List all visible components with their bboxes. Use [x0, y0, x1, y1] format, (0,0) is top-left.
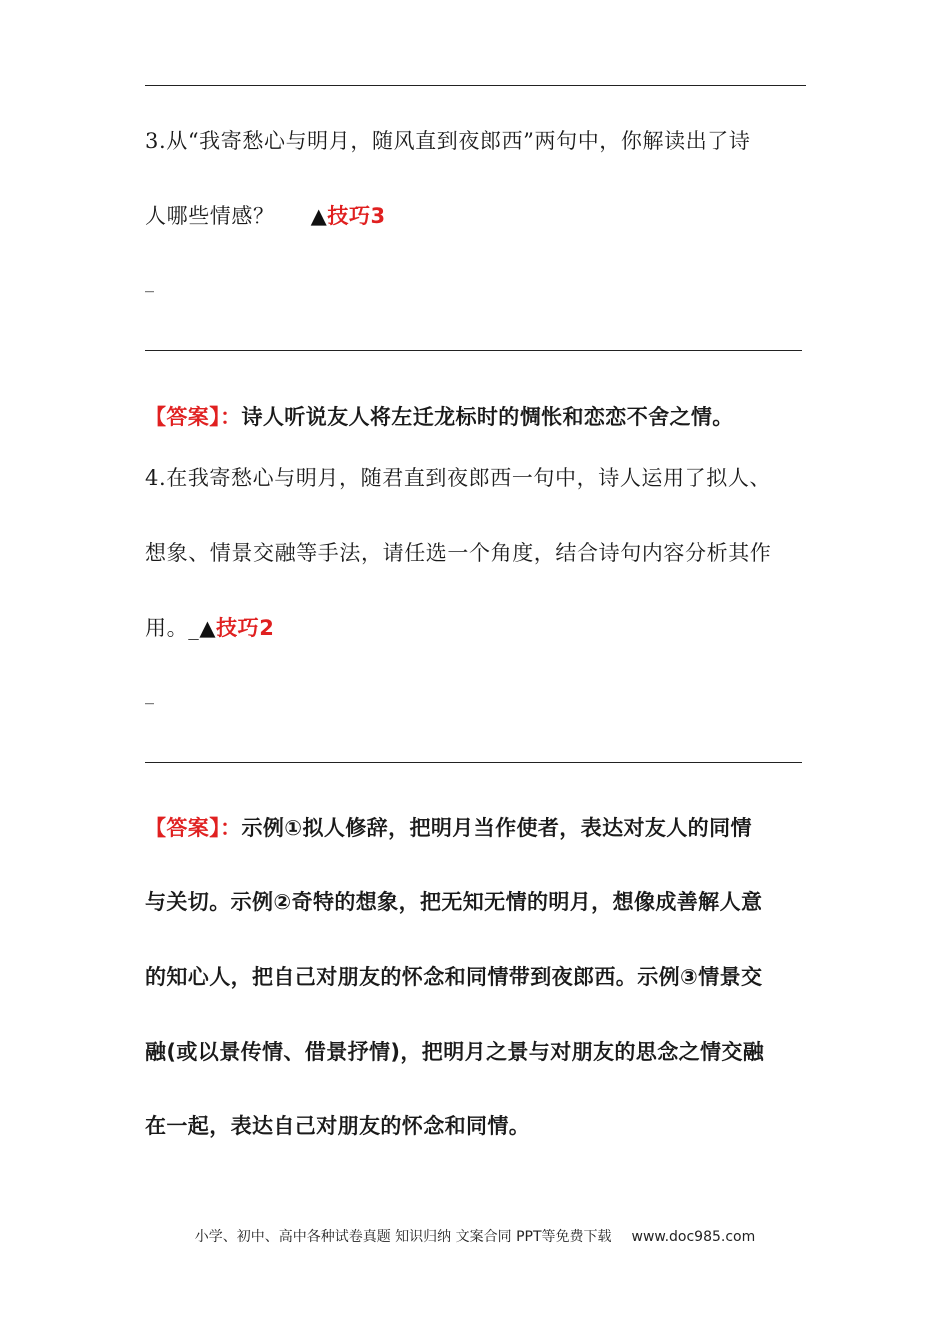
- answer-4-line-1: [145, 813, 752, 843]
- triangle-icon: ▲: [199, 616, 217, 640]
- footer-website[interactable]: www.doc985.com: [631, 1229, 756, 1245]
- question-3-line-2: [145, 201, 386, 231]
- question-4-tip: 技巧2: [216, 616, 275, 640]
- question-3-text: 人哪些情感？: [145, 204, 275, 228]
- answer-4-line-4: 融(或以景传情、借景抒情)，把明月之景与对朋友的思念之情交融: [145, 1040, 765, 1064]
- question-3-line-1: 3.从“我寄愁心与明月，随风直到夜郎西”两句中，你解读出了诗: [145, 129, 751, 153]
- answer-4-line-3: 的知心人，把自己对朋友的怀念和同情带到夜郎西。示例③情景交: [145, 965, 763, 989]
- answer-line-3: [145, 350, 802, 351]
- question-4-line-1: 4.在我寄愁心与明月，随君直到夜郎西一句中，诗人运用了拟人、: [145, 466, 772, 490]
- footer-text: 小学、初中、高中各种试卷真题 知识归纳 文案合同 PPT等免费下载: [194, 1229, 612, 1245]
- answer-blank-3: _: [145, 272, 154, 293]
- answer-3-label: 【答案】：: [145, 405, 242, 429]
- question-3-tip: 技巧3: [327, 204, 386, 228]
- page-footer: [0, 1226, 950, 1246]
- triangle-icon: ▲: [310, 204, 328, 228]
- answer-4-line-5: 在一起，表达自己对朋友的怀念和同情。: [145, 1114, 531, 1138]
- answer-line-4: [145, 762, 802, 763]
- question-4-text: 用。_: [145, 616, 200, 640]
- answer-3: [145, 402, 734, 432]
- top-rule: [145, 85, 806, 86]
- answer-4-label: 【答案】：: [145, 816, 242, 840]
- answer-blank-4: _: [145, 684, 154, 705]
- answer-4-line-2: 与关切。示例②奇特的想象，把无知无情的明月，想像成善解人意: [145, 890, 763, 914]
- answer-4-text: 示例①拟人修辞，把明月当作使者，表达对友人的同情: [241, 816, 752, 840]
- question-4-line-2: 想象、情景交融等手法，请任选一个角度，结合诗句内容分析其作: [145, 541, 772, 565]
- answer-3-text: 诗人听说友人将左迁龙标时的惆怅和恋恋不舍之情。: [241, 405, 734, 429]
- question-4-line-3: [145, 613, 274, 643]
